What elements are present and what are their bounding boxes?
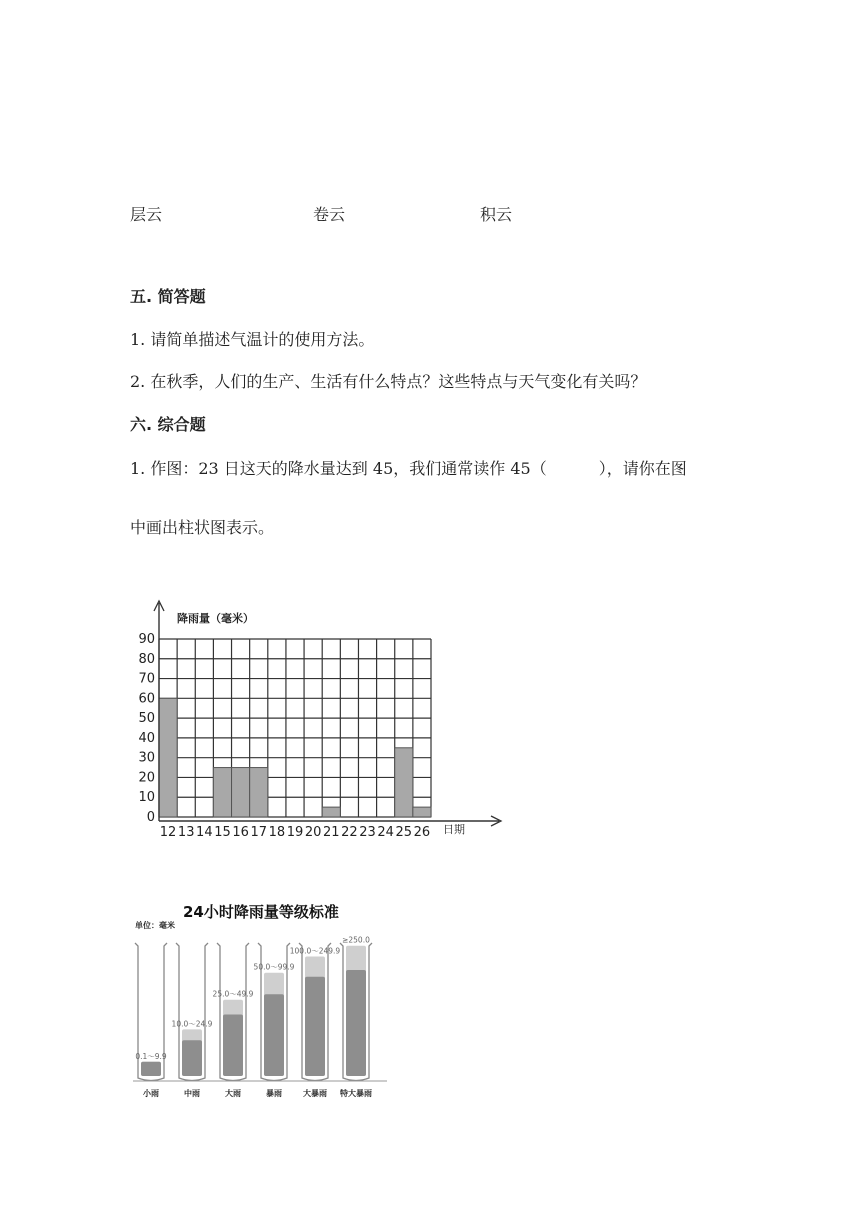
- x-tick-22: 22: [341, 825, 358, 840]
- y-tick-20: 20: [138, 770, 155, 786]
- bar-12: [159, 698, 177, 817]
- y-tick-50: 50: [138, 711, 155, 727]
- section-heading-short-answer: 五. 简答题: [130, 287, 206, 306]
- grade-label-5: 特大暴雨: [340, 1089, 372, 1098]
- level-fill-1: [182, 1040, 202, 1076]
- bar-26: [413, 807, 431, 817]
- bar-16: [232, 768, 250, 817]
- y-tick-0: 0: [146, 810, 155, 825]
- question-6-1-line2: 中画出柱状图表示。: [130, 518, 275, 537]
- y-axis-label: 降雨量（毫米）: [177, 612, 254, 625]
- y-tick-10: 10: [138, 790, 155, 806]
- bar-25: [395, 748, 413, 817]
- grade-chart-unit: 单位：毫米: [135, 921, 175, 930]
- y-tick-80: 80: [138, 651, 155, 667]
- level-fill-5: [346, 970, 366, 1076]
- grade-chart-title: 24小时降雨量等级标准: [183, 903, 339, 921]
- level-fill-0: [141, 1062, 161, 1076]
- range-label-1: 10.0～24.9: [171, 1019, 213, 1029]
- x-tick-13: 13: [177, 825, 195, 840]
- range-label-0: 0.1～9.9: [135, 1051, 167, 1061]
- y-tick-40: 40: [138, 730, 155, 746]
- range-label-3: 50.0～99.9: [253, 962, 295, 972]
- chart-axes: [154, 601, 501, 826]
- x-tick-24: 24: [377, 825, 394, 840]
- x-tick-17: 17: [250, 825, 268, 840]
- x-tick-21: 21: [322, 825, 340, 840]
- range-label-5: ≥250.0: [342, 935, 370, 945]
- y-tick-70: 70: [138, 671, 155, 687]
- x-tick-18: 18: [268, 825, 286, 840]
- grade-label-2: 大雨: [225, 1089, 241, 1098]
- level-fill-4: [305, 977, 325, 1076]
- x-tick-25: 25: [395, 825, 413, 840]
- question-6-1: [130, 459, 687, 479]
- range-label-4: 100.0～249.9: [289, 946, 341, 956]
- level-fill-3: [264, 994, 284, 1076]
- x-tick-20: 20: [304, 825, 322, 840]
- grade-cylinders: [133, 936, 387, 1098]
- grade-label-4: 大暴雨: [303, 1089, 327, 1098]
- x-tick-15: 15: [214, 825, 231, 840]
- question-5-2: 2. 在秋季，人们的生产、生活有什么特点？这些特点与天气变化有关吗？: [130, 372, 647, 391]
- range-label-2: 25.0～49.9: [212, 989, 254, 999]
- grade-label-0: 小雨: [143, 1089, 159, 1098]
- level-fill-2: [223, 1015, 243, 1076]
- rainfall-bar-chart: [125, 595, 515, 845]
- x-tick-12: 12: [159, 825, 177, 840]
- question-6-1-part1: 1. 作图：23 日这天的降水量达到 45，我们通常读作 45（: [130, 459, 547, 478]
- cloud-label-cirrus: 卷云: [313, 205, 346, 224]
- x-tick-labels: [160, 825, 430, 840]
- question-5-1: 1. 请简单描述气温计的使用方法。: [130, 330, 375, 349]
- grade-label-3: 暴雨: [266, 1089, 282, 1098]
- x-tick-26: 26: [413, 825, 431, 840]
- bar-15: [213, 768, 231, 817]
- x-tick-14: 14: [196, 825, 213, 840]
- bar-17: [250, 768, 268, 817]
- grade-label-1: 中雨: [184, 1089, 200, 1098]
- x-tick-16: 16: [232, 825, 249, 840]
- rain-grade-chart: [125, 895, 395, 1105]
- cloud-label-cumulus: 积云: [480, 205, 513, 224]
- x-axis-label: 日期: [443, 823, 465, 836]
- section-heading-comprehensive: 六. 综合题: [130, 415, 206, 434]
- y-tick-90: 90: [138, 632, 155, 647]
- question-6-1-part2: ），请你在图: [598, 459, 687, 478]
- x-tick-19: 19: [286, 825, 304, 840]
- y-tick-30: 30: [138, 750, 155, 766]
- y-tick-labels: [138, 632, 155, 825]
- x-tick-23: 23: [359, 825, 376, 840]
- bar-21: [322, 807, 340, 817]
- chart-grid: [159, 639, 431, 817]
- y-tick-60: 60: [138, 691, 155, 707]
- cloud-label-stratus: 层云: [130, 205, 163, 224]
